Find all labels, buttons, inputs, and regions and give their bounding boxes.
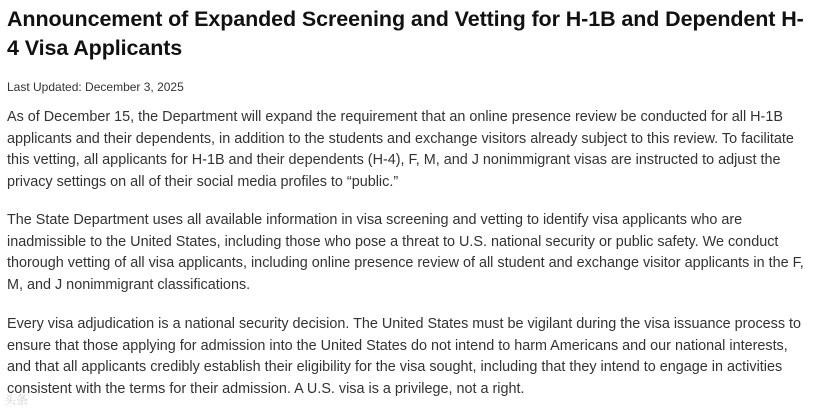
page-title: Announcement of Expanded Screening and Vetting for H-1B and Dependent H-4 Visa Applicants xyxy=(7,7,804,60)
article xyxy=(7,0,807,400)
paragraph-2: The State Department uses all available information in visa screening and vetting to identify visa applicants who are inadmissible to the United States, including those who pose a threat to U.S. national security or public safety. We conduct thorough vetting of all visa applicants, including online presence review of all student and exchange visitor applicants in the F, M, and J nonimmigrant classifications. xyxy=(7,212,804,293)
watermark: 头条 xyxy=(4,393,29,407)
paragraph-3: Every visa adjudication is a national security decision. The United States must be vigilant during the visa issuance process to ensure that those applying for admission into the United States do not intend to harm Americans and our national interests, and that all applicants credibly establish their eligibility for the visa sought, including that they intend to engage in activities consistent with the terms for their admission. A U.S. visa is a privilege, not a right. xyxy=(7,316,802,397)
last-updated-date: Last Updated: December 3, 2025 xyxy=(7,80,184,94)
paragraph-1: As of December 15, the Department will expand the requirement that an online presence review be conducted for all H-1B applicants and their dependents, in addition to the students and exchange visitors already subject to this review. To facilitate this vetting, all applicants for H-1B and their dependents (H-4), F, M, and J nonimmigrant visas are instructed to adjust the privacy settings on all of their social media profiles to “public.” xyxy=(7,109,794,190)
